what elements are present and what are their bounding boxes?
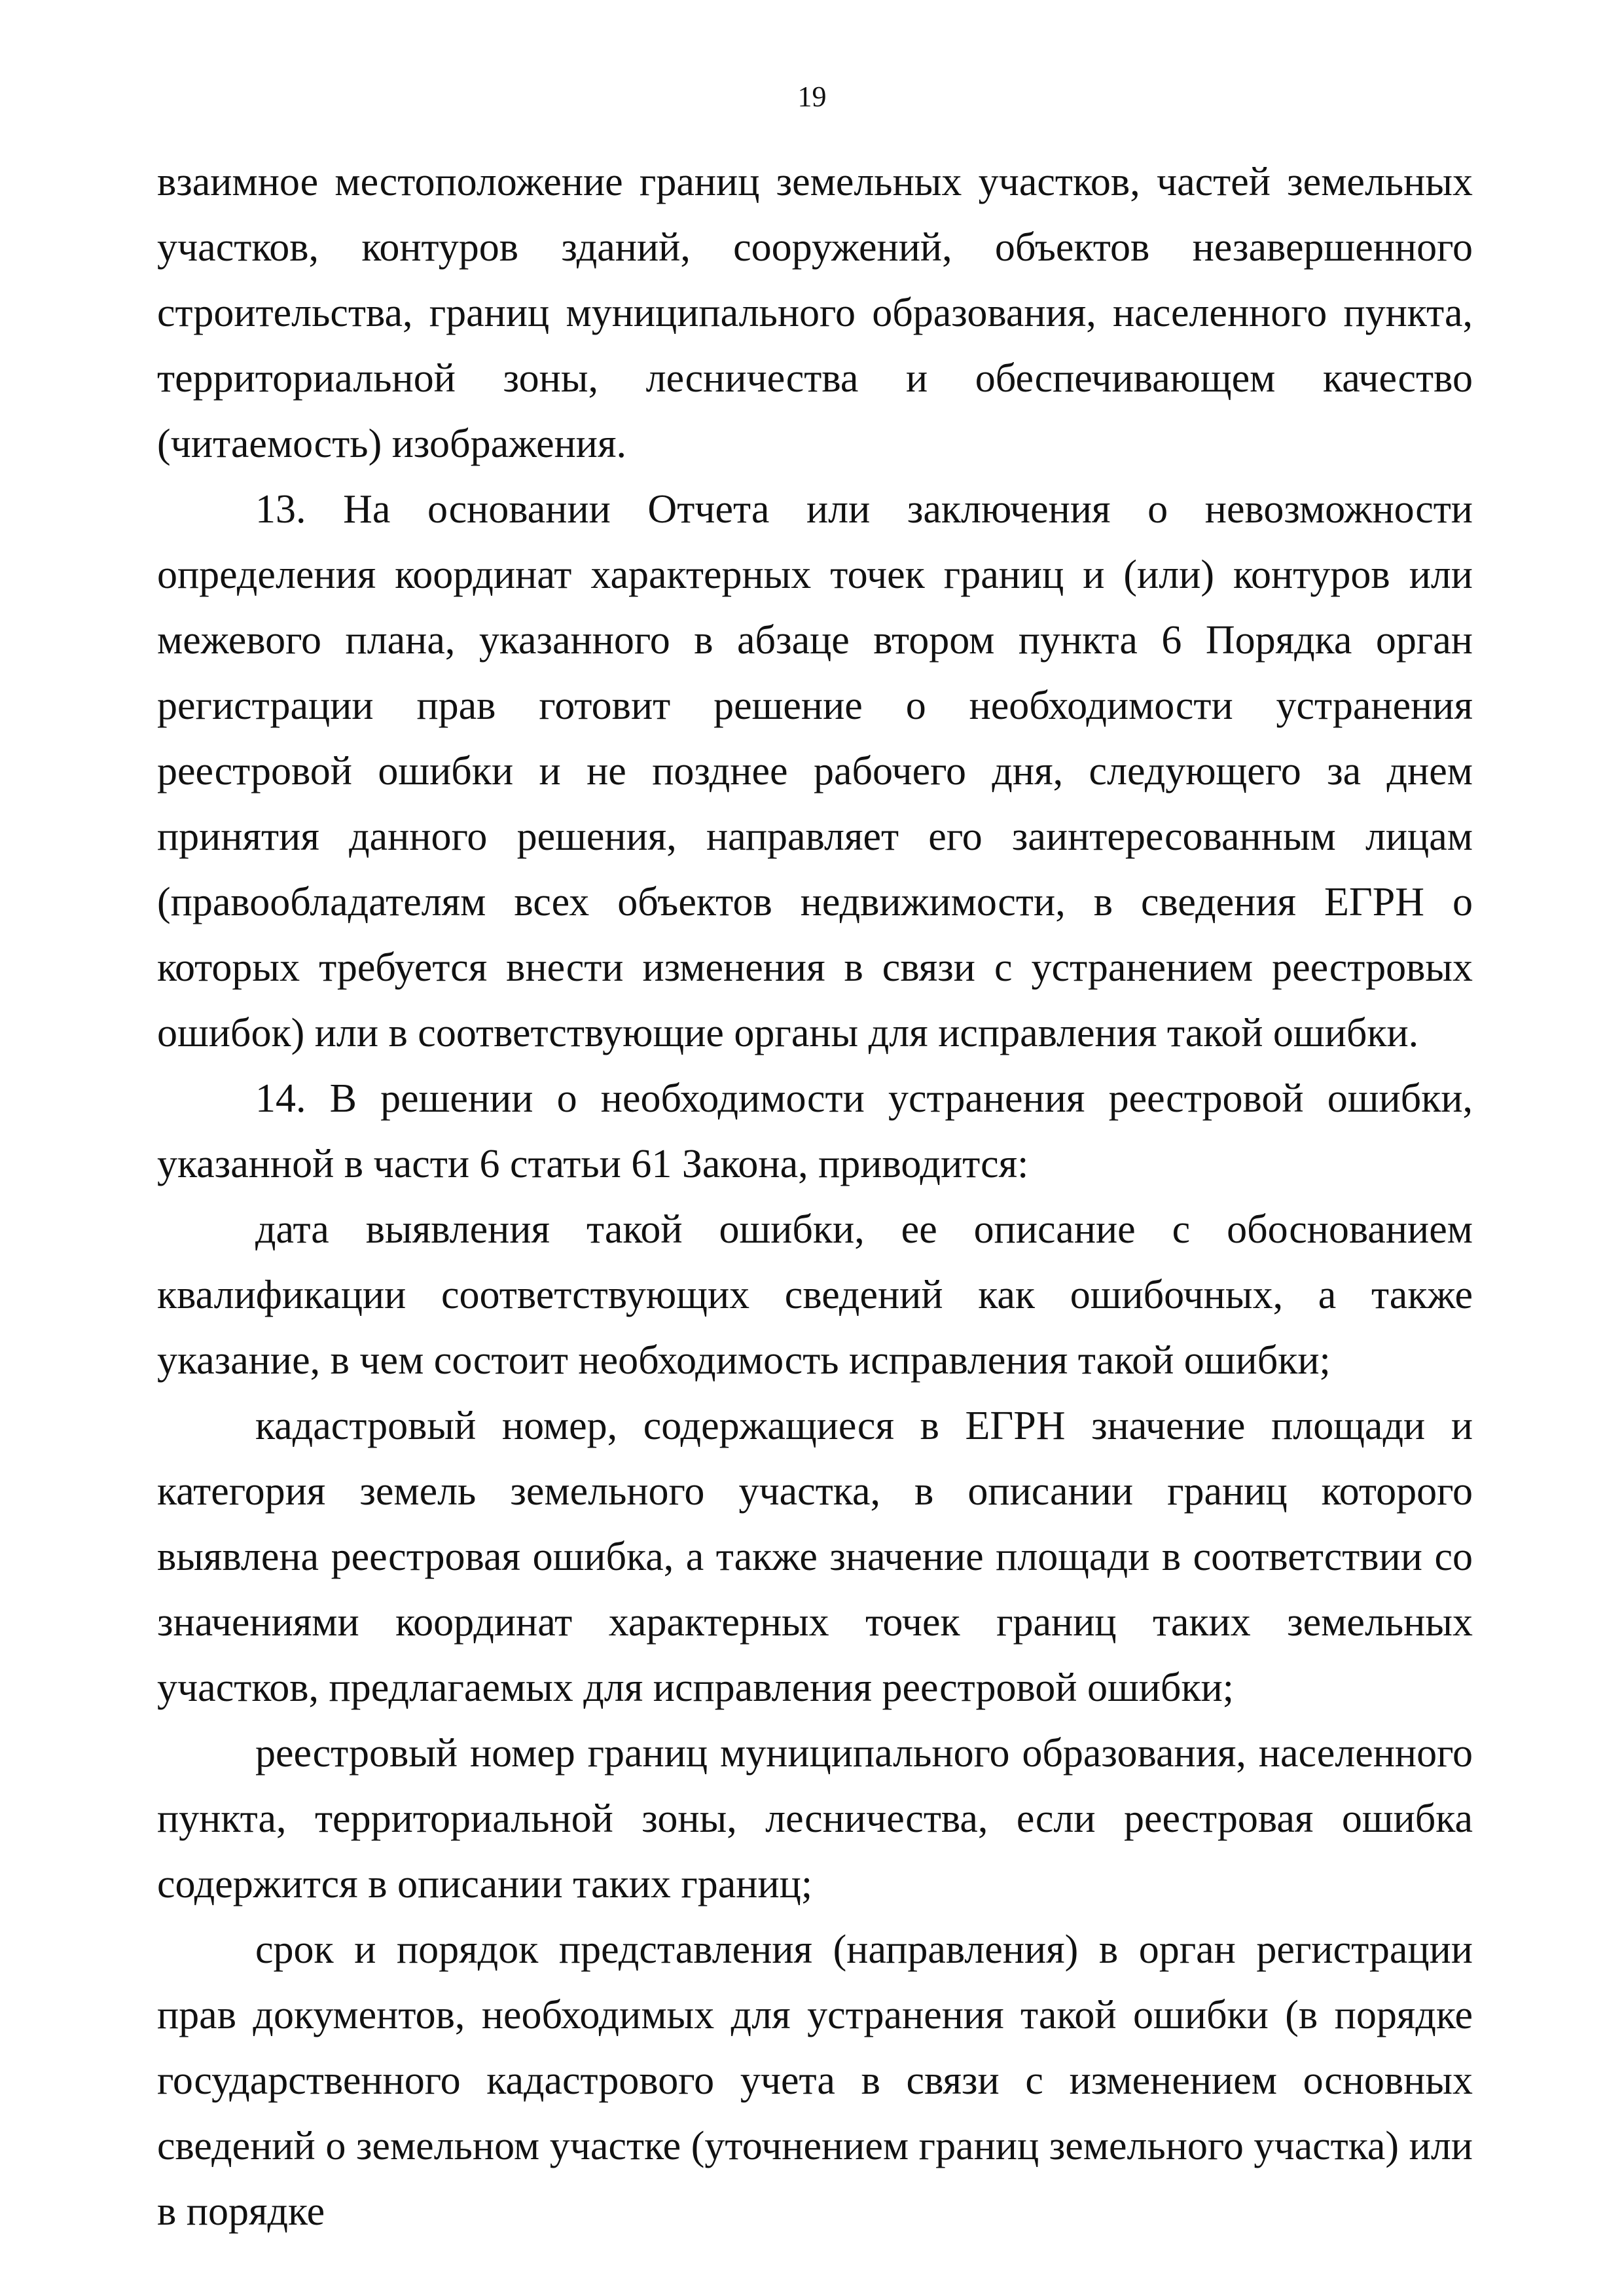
paragraph-registry-number: реестровый номер границ муниципального образования, населенного пункта, территориальной зоны, лесничества, если реестровая ошибка содержится в описании таких границ; bbox=[157, 1731, 1473, 1906]
paragraph-continuation: взаимное местоположение границ земельных участков, частей земельных участков, контуров зданий, сооружений, объектов незавершенного строительства, границ муниципального образования, населенного пункта, территориальной зоны, лесничества и обеспечивающем качество (читаемость) изображения. bbox=[157, 160, 1473, 466]
document-body bbox=[157, 149, 1473, 2244]
paragraph-13: 13. На основании Отчета или заключения о невозможности определения координат характерных точек границ и (или) контуров или межевого плана, указанного в абзаце втором пункта 6 Порядка орган регистрации прав готовит решение о необходимости устранения реестровой ошибки и не позднее рабочего дня, следующего за днем принятия данного решения, направляет его заинтересованным лицам (правообладателям всех объектов недвижимости, в сведения ЕГРН о которых требуется внести изменения в связи с устранением реестровых ошибок) или в соответствующие органы для исправления такой ошибки. bbox=[157, 487, 1473, 1055]
paragraph-14: 14. В решении о необходимости устранения реестровой ошибки, указанной в части 6 статьи 61 Закона, приводится: bbox=[157, 1076, 1473, 1186]
page-number: 19 bbox=[797, 81, 827, 113]
paragraph-cadastral-number: кадастровый номер, содержащиеся в ЕГРН значение площади и категория земель земельного участка, в описании границ которого выявлена реестровая ошибка, а также значение площади в соответствии со значениями координат характерных точек границ таких земельных участков, предлагаемых для исправления реестровой ошибки; bbox=[157, 1404, 1473, 1710]
paragraph-error-date: дата выявления такой ошибки, ее описание с обоснованием квалификации соответствующих сведений как ошибочных, а также указание, в чем состоит необходимость исправления такой ошибки; bbox=[157, 1207, 1473, 1383]
paragraph-deadline-procedure: срок и порядок представления (направления) в орган регистрации прав документов, необходимых для устранения такой ошибки (в порядке государственного кадастрового учета в связи с изменением основных сведений о земельном участке (уточнением границ земельного участка) или в порядке bbox=[157, 1927, 1473, 2234]
